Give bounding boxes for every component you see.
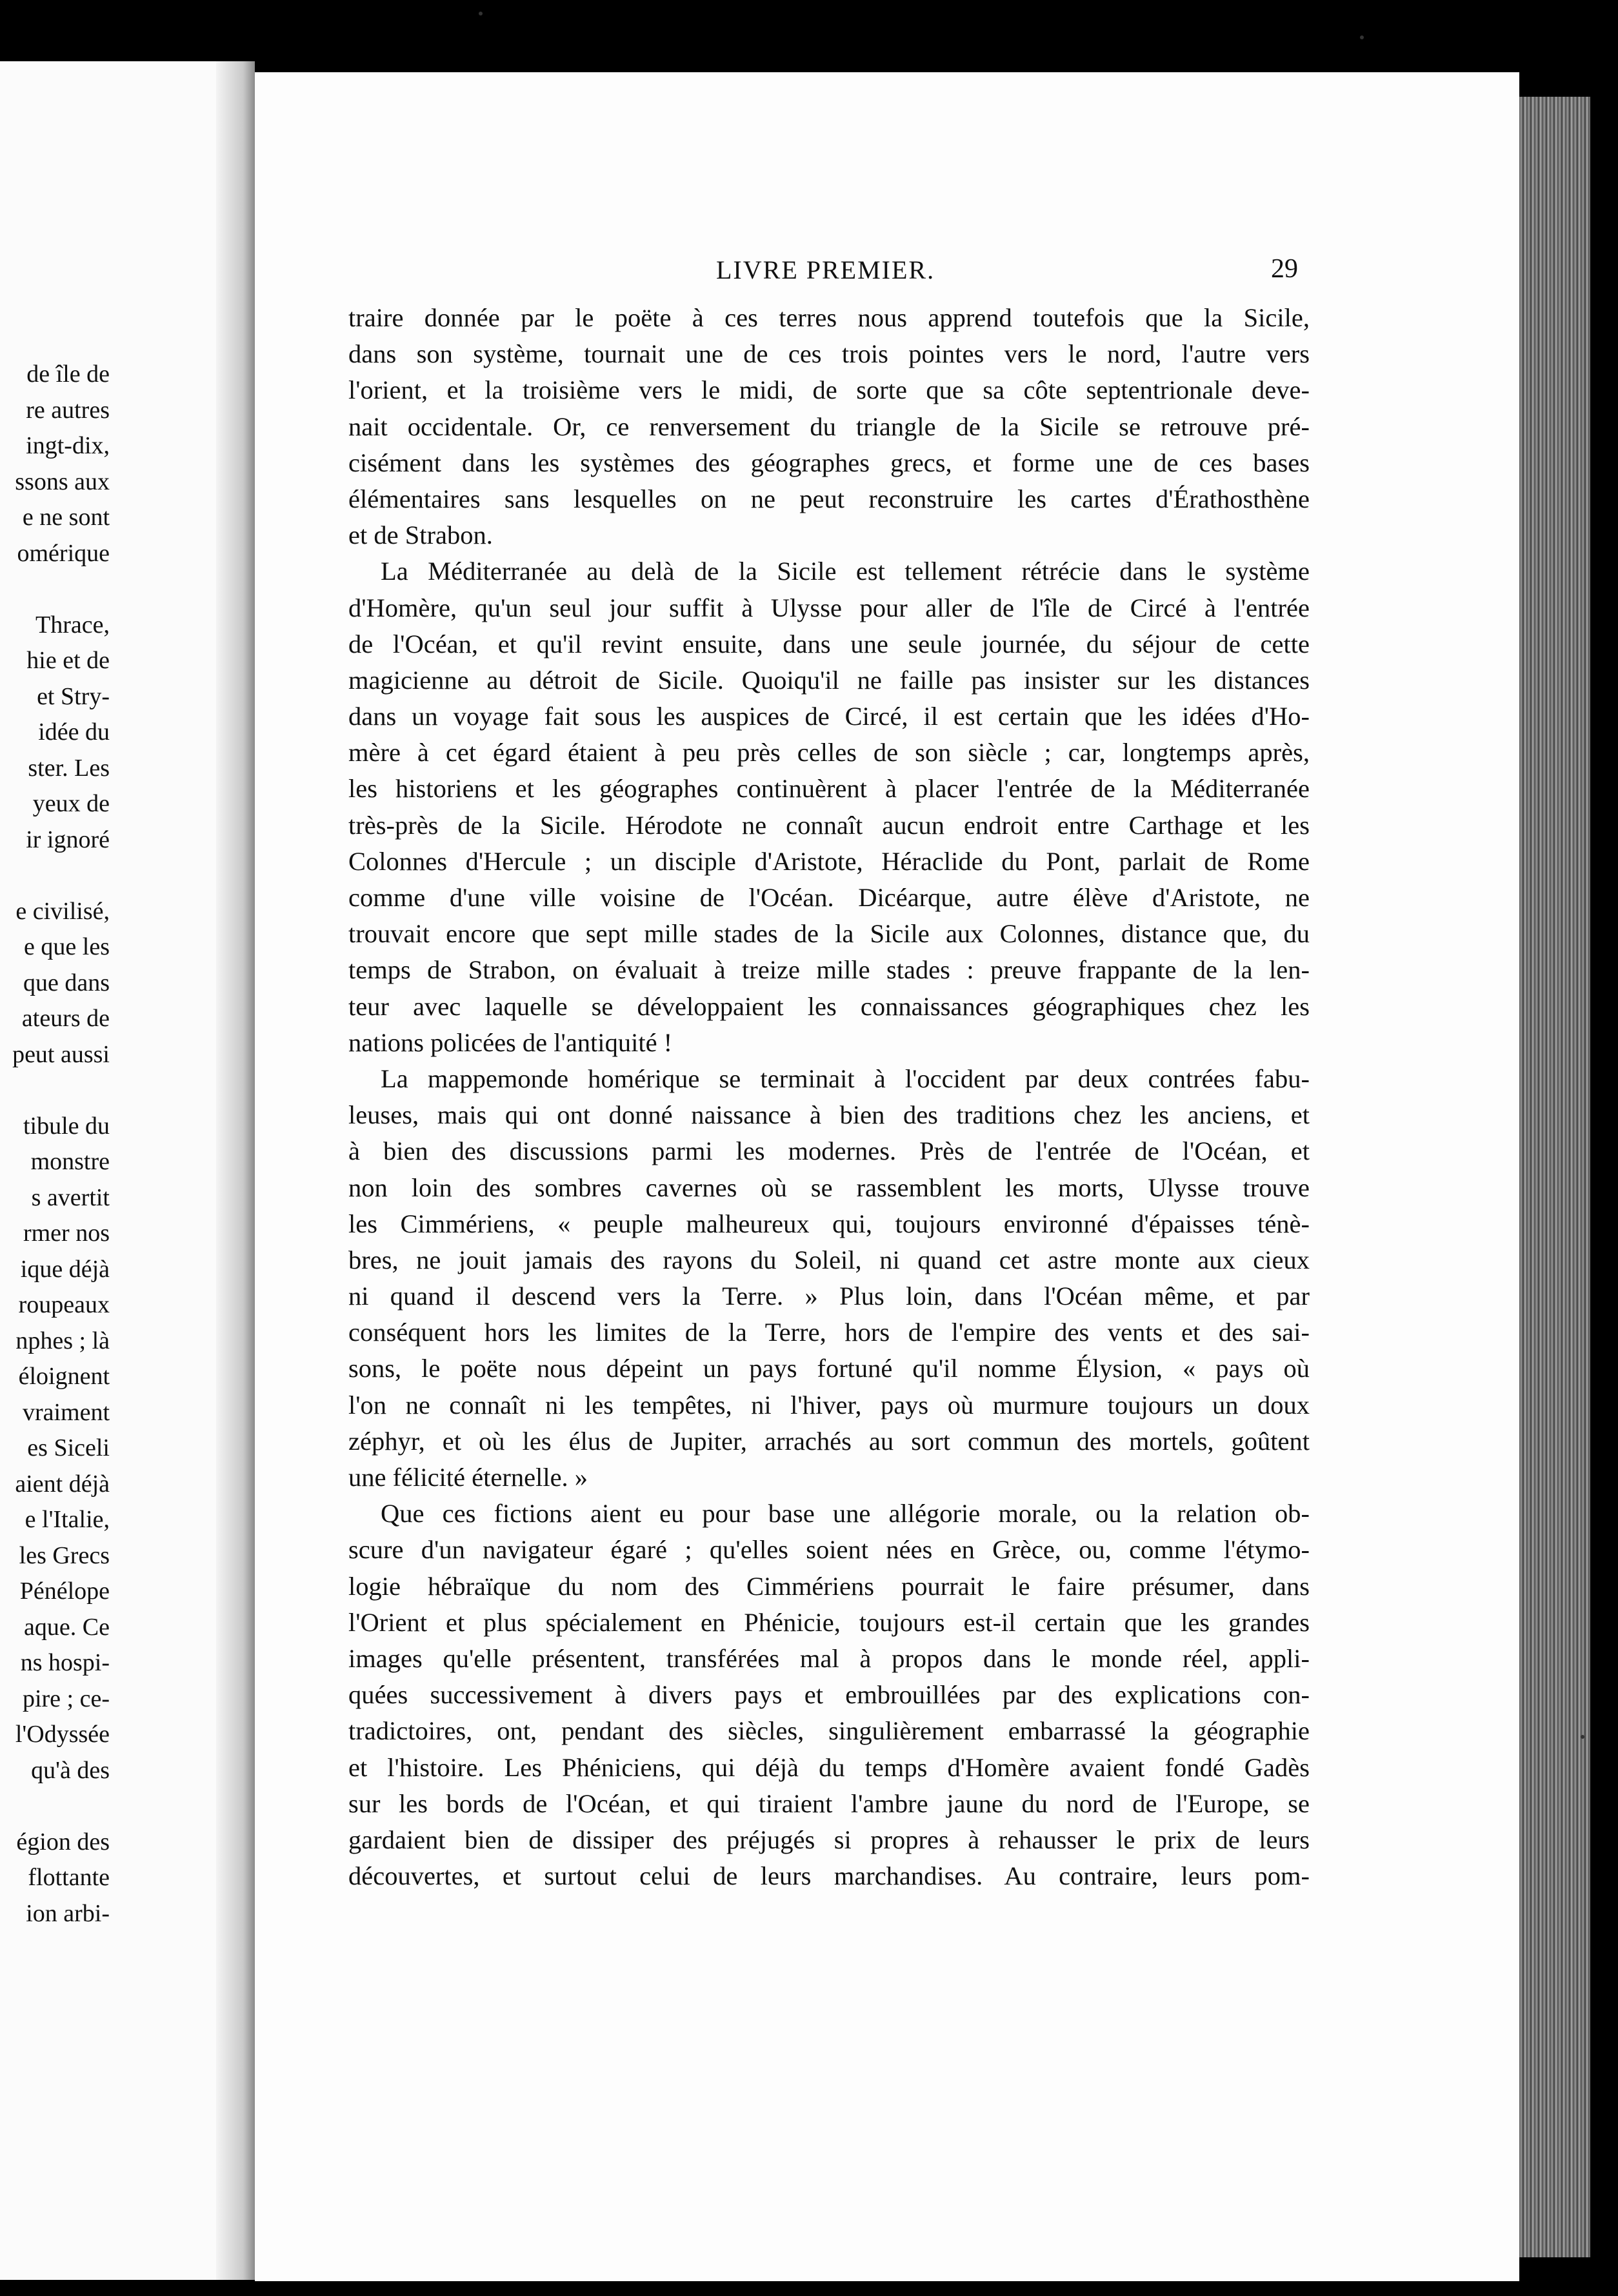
text-line: les Cimmériens, « peuple malheureux qui, toujours environné d'épaisses ténè- (348, 1209, 1310, 1238)
page-edge (1519, 97, 1590, 2257)
left-page-text (0, 357, 110, 1932)
text-line: non loin des sombres cavernes où se rassemblent les morts, Ulysse trouve (348, 1173, 1310, 1202)
left-page-fragment (0, 61, 255, 2280)
text-line: comme d'une ville voisine de l'Océan. Dicéarque, autre élève d'Aristote, ne (348, 883, 1310, 912)
text-line: La Méditerranée au delà de la Sicile est tellement rétrécie dans le système (381, 557, 1310, 586)
left-page-line: e civilisé, (15, 897, 110, 925)
text-line: l'orient, et la troisième vers le midi, de sorte que sa côte septentrionale deve- (348, 375, 1310, 405)
text-line: logie hébraïque du nom des Cimmériens pourrait le faire présumer, dans (348, 1571, 1310, 1601)
left-page-line: e ne sont (22, 504, 110, 531)
left-page-line: qu'à des (31, 1756, 110, 1784)
text-line: l'on ne connaît ni les tempêtes, ni l'hiver, pays où murmure toujours un doux (348, 1390, 1310, 1420)
text-line: Que ces fictions aient eu pour base une allégorie morale, ou la relation ob- (381, 1499, 1310, 1529)
left-page-line: roupeaux (18, 1291, 110, 1318)
left-page-line: égion des (16, 1828, 110, 1856)
text-line: dans un voyage fait sous les auspices de Circé, il est certain que les idées d'Ho- (348, 702, 1310, 731)
left-page-line: tibule du (23, 1112, 110, 1140)
text-line: sons, le poëte nous dépeint un pays fortuné qu'il nomme Élysion, « pays où (348, 1354, 1310, 1383)
text-line: tradictoires, ont, pendant des siècles, singulièrement embarrassé la géographie (348, 1716, 1310, 1746)
text-line: mère à cet égard étaient à peu près celles de son siècle ; car, longtemps après, (348, 738, 1310, 767)
left-page-line: l'Odyssée (15, 1721, 110, 1748)
text-line: élémentaires sans lesquelles on ne peut reconstruire les cartes d'Érathosthène (348, 484, 1310, 513)
left-page-line: ir ignoré (26, 826, 110, 853)
left-page-line (0, 1073, 110, 1109)
left-page-line: de île de (26, 361, 110, 388)
left-page-line: ique déjà (20, 1255, 110, 1283)
text-line: nations policées de l'antiquité ! (348, 1027, 673, 1057)
page-fold-shadow (216, 61, 255, 2280)
text-line: trouvait encore que sept mille stades de la Sicile aux Colonnes, distance que, du (348, 919, 1310, 949)
left-page-line: pire ; ce- (22, 1685, 110, 1712)
left-page-line: monstre (30, 1148, 110, 1175)
left-page-line: idée du (38, 718, 110, 746)
text-line: conséquent hors les limites de la Terre, hors de l'empire des vents et des sai- (348, 1318, 1310, 1347)
left-page-line: ster. Les (28, 754, 110, 782)
left-page-line: ns hospi- (20, 1649, 110, 1676)
left-page-line: flottante (28, 1864, 110, 1891)
left-page-line: s avertit (31, 1183, 110, 1211)
left-page-line: aient déjà (15, 1470, 110, 1498)
text-line: dans son système, tournait une de ces trois pointes vers le nord, l'autre vers (348, 339, 1310, 369)
text-line: zéphyr, et où les élus de Jupiter, arrachés au sort commun des mortels, goûtent (348, 1426, 1310, 1456)
text-line: La mappemonde homérique se terminait à l'occident par deux contrées fabu- (381, 1064, 1310, 1093)
text-line: cisément dans les systèmes des géographes grecs, et forme une de ces bases (348, 448, 1310, 477)
scan-speck (479, 12, 483, 15)
left-page-line (0, 858, 110, 894)
left-page-line: ingt-dix, (26, 432, 110, 459)
page-number: 29 (1271, 254, 1298, 284)
text-line: temps de Strabon, on évaluait à treize mille stades : preuve frappante de la len- (348, 955, 1310, 985)
text-line: leuses, mais qui ont donné naissance à bien des traditions chez les anciens, et (348, 1100, 1310, 1130)
text-line: scure d'un navigateur égaré ; qu'elles soient nées en Grèce, ou, comme l'étymo- (348, 1535, 1310, 1565)
text-line: les historiens et les géographes continuèrent à placer l'entrée de la Méditerranée (348, 774, 1310, 804)
scan-speck (1360, 35, 1364, 39)
text-line: de l'Océan, et qu'il revint ensuite, dans une seule journée, du séjour de cette (348, 629, 1310, 658)
left-page-line: es Siceli (27, 1434, 110, 1461)
left-page-line: yeux de (32, 790, 110, 817)
text-line: très-près de la Sicile. Hérodote ne connaît aucun endroit entre Carthage et les (348, 810, 1310, 840)
body-text (348, 300, 1310, 1894)
left-page-line (0, 571, 110, 608)
text-line: nait occidentale. Or, ce renversement du triangle de la Sicile se retrouve pré- (348, 411, 1310, 441)
text-line: quées successivement à divers pays et embrouillées par des explications con- (348, 1680, 1310, 1710)
left-page-line: vraiment (22, 1398, 110, 1426)
left-page-line: ateurs de (21, 1005, 110, 1032)
left-page-line: éloignent (18, 1363, 110, 1390)
text-line: une félicité éternelle. » (348, 1463, 588, 1492)
text-line: bres, ne jouit jamais des rayons du Soleil, ni quand cet astre monte aux cieux (348, 1245, 1310, 1274)
left-page-line: que dans (23, 969, 110, 996)
text-line: magicienne au détroit de Sicile. Quoiqu'il ne faille pas insister sur les distances (348, 665, 1310, 695)
text-line: ni quand il descend vers la Terre. » Plus loin, dans l'Océan même, et par (348, 1282, 1310, 1311)
left-page-line: nphes ; là (15, 1327, 110, 1354)
left-page-line: Thrace, (35, 611, 110, 638)
text-line: Colonnes d'Hercule ; un disciple d'Aristote, Héraclide du Pont, parlait de Rome (348, 846, 1310, 876)
left-page-line: et Stry- (37, 682, 110, 710)
text-line: et l'histoire. Les Phéniciens, qui déjà du temps d'Homère avaient fondé Gadès (348, 1752, 1310, 1782)
text-line: l'Orient et plus spécialement en Phénicie, toujours est-il certain que les grandes (348, 1607, 1310, 1637)
text-line: à bien des discussions parmi les modernes. Près de l'entrée de l'Océan, et (348, 1136, 1310, 1166)
text-line: teur avec laquelle se développaient les connaissances géographiques chez les (348, 991, 1310, 1021)
left-page-line: ion arbi- (26, 1899, 110, 1927)
left-page-line: hie et de (26, 647, 110, 674)
left-page-line: e que les (24, 933, 110, 960)
left-page-line: peut aussi (12, 1040, 110, 1068)
running-head: LIVRE PREMIER. (716, 255, 935, 284)
left-page-line: ssons aux (15, 468, 110, 495)
text-line: images qu'elle présentent, transférées mal à propos dans le monde réel, appli- (348, 1643, 1310, 1673)
left-page-line (0, 1788, 110, 1825)
text-line: gardaient bien de dissiper des préjugés si propres à rehausser le prix de leurs (348, 1825, 1310, 1854)
left-page-line: re autres (26, 396, 110, 424)
scan-speck (1581, 1735, 1584, 1739)
left-page-line: rmer nos (23, 1220, 110, 1247)
text-line: sur les bords de l'Océan, et qui tiraient l'ambre jaune du nord de l'Europe, se (348, 1788, 1310, 1818)
text-line: d'Homère, qu'un seul jour suffit à Ulysse pour aller de l'île de Circé à l'entrée (348, 593, 1310, 622)
text-line: découvertes, et surtout celui de leurs marchandises. Au contraire, leurs pom- (348, 1861, 1310, 1891)
left-page-line: aque. Ce (24, 1613, 110, 1641)
text-line: et de Strabon. (348, 520, 493, 550)
text-line: traire donnée par le poëte à ces terres nous apprend toutefois que la Sicile, (348, 303, 1310, 332)
left-page-line: omérique (17, 539, 110, 567)
left-page-line: e l'Italie, (25, 1506, 110, 1533)
left-page-line: les Grecs (19, 1541, 110, 1569)
left-page-line: Pénélope (19, 1578, 110, 1605)
